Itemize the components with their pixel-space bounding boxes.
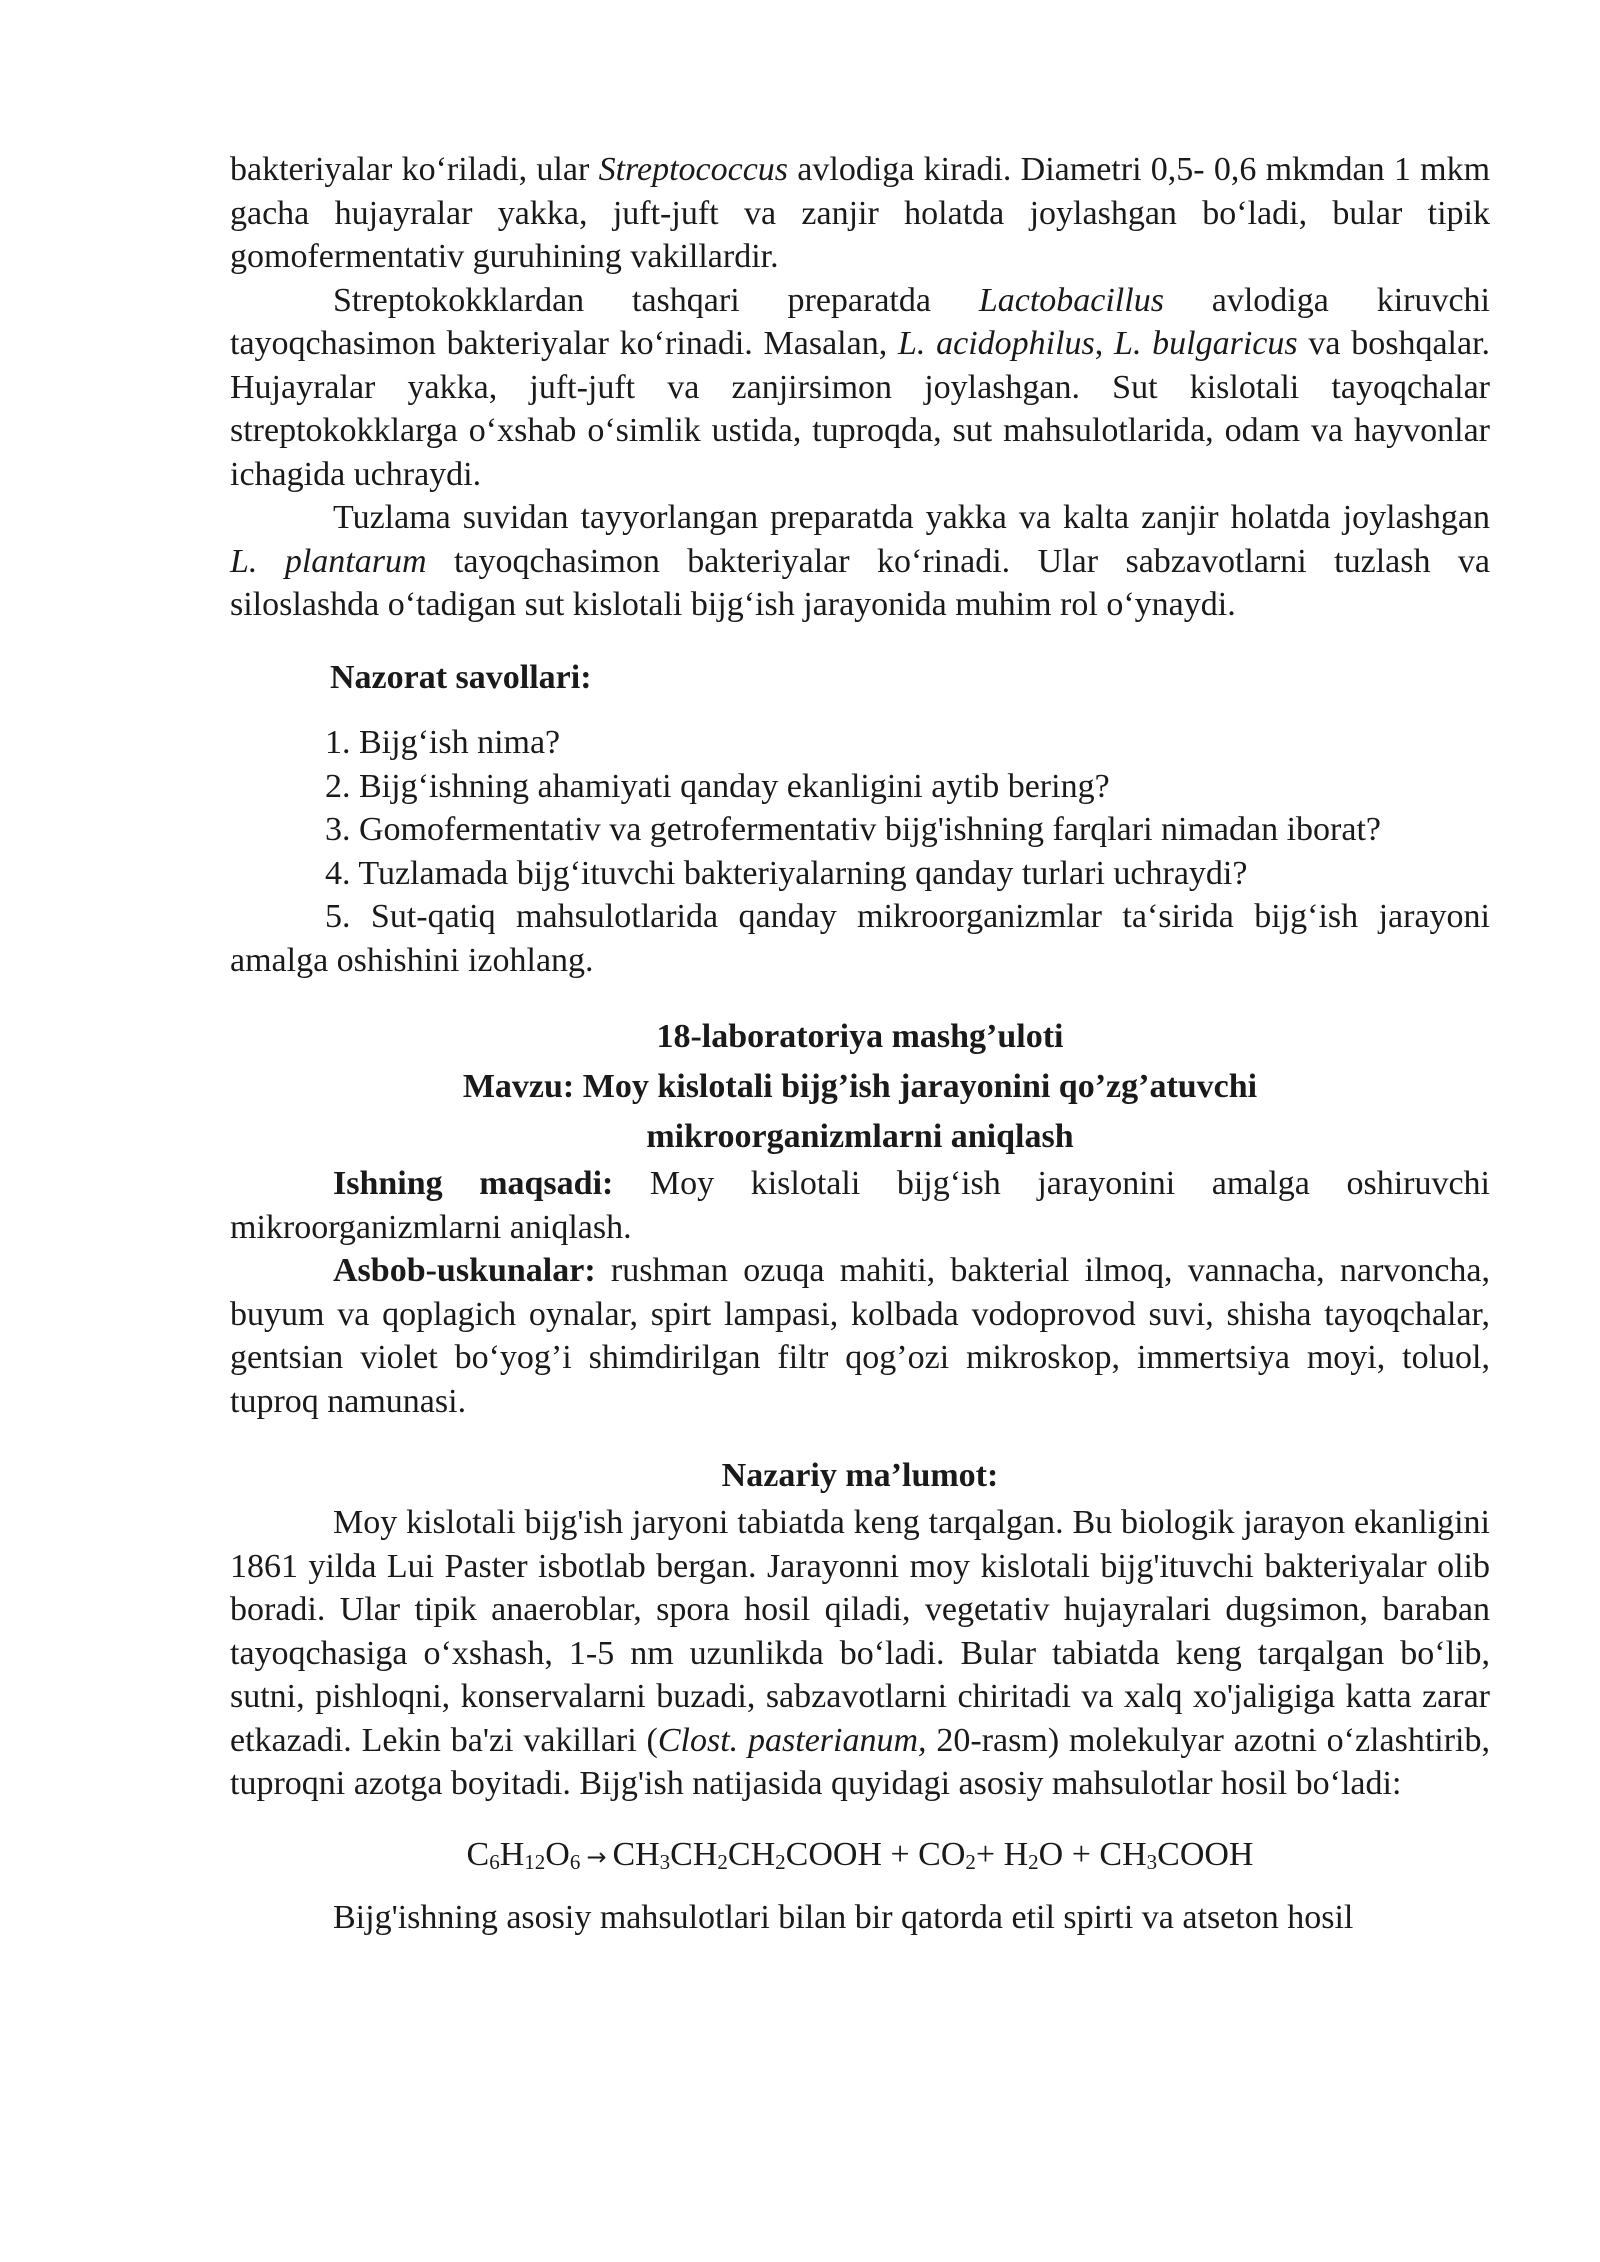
question-item: 5. Sut-qatiq mahsulotlarida qanday mikroorganizmlar taʻsirida bijgʻish jarayoni amalga oshishini izohlang. — [230, 898, 1490, 979]
text-run: Moy kislotali bijg'ish jaryoni tabiatda keng tarqalgan. Bu biologik jarayon ekanligini 1861 yilda Lui Paster isbotlab bergan. Jarayonni moy kislotali bijg'ituvchi bakteriyalar olib boradi. Ular tipik anaeroblar, spora hosil qiladi, vegetativ hujayralari dugsimon, baraban tayoqchasiga oʻxshash, 1-5 nm uzunlikda boʻladi. Bular tabiatda keng tarqalgan boʻlib, sutni, pishloqni, konservalarni buzadi, sabzavotlarni chiritadi va xalq xo'jaligiga katta zarar etkazadi. Lekin ba'zi vakillari ( — [230, 1504, 1490, 1759]
text-run: avlodiga kiruvchi tayoqchasimon bakteriyalar koʻrinadi. Masalan, — [230, 281, 1491, 362]
formula-subscript: 6 — [489, 1849, 500, 1874]
formula-subscript: 3 — [659, 1849, 671, 1874]
formula-subscript: 2 — [717, 1849, 728, 1874]
theory-heading: Nazariy ma’lumot: — [721, 1457, 999, 1494]
questions-heading: Nazorat savollari: — [330, 658, 592, 696]
text-run: avlodiga kiradi. Diametri 0,5- 0,6 mkmdan 1 mkm gacha hujayralar yakka, juft-juft va zanjir holatda joylashgan boʻladi, bular tipik gomofermentativ guruhining vakillardir. — [230, 151, 1491, 275]
purpose-paragraph — [230, 1162, 1490, 1249]
arrow-icon: → — [586, 1842, 607, 1871]
species-name: L. acidophilus — [897, 325, 1095, 362]
formula-part: + — [881, 1835, 919, 1873]
formula-part: + — [1063, 1835, 1100, 1873]
formula-part: O — [1038, 1835, 1064, 1873]
species-name: L. plantarum — [230, 542, 427, 580]
formula-part: O — [545, 1835, 570, 1873]
purpose-label: Ishning maqsadi: — [333, 1165, 614, 1202]
formula-subscript: 12 — [524, 1849, 546, 1874]
species-name: L. bulgaricus — [1114, 325, 1298, 362]
question-item: 4. Tuzlamada bijgʻituvchi bakteriyalarning qanday turlari uchraydi? — [325, 854, 1248, 892]
formula-part: CO — [918, 1835, 966, 1873]
lab-topic-line-1: Mavzu: Moy kislotali bijg’ish jarayonini qo’zg’atuvchi — [462, 1068, 1258, 1105]
last-line-paragraph: Bijg'ishning asosiy mahsulotlari bilan bir qatorda etil spirti va atseton hosil — [333, 1898, 1354, 1936]
text-run: Tuzlama suvidan tayyorlangan preparatda yakka va kalta zanjir holatda joylashgan — [333, 499, 1490, 536]
theory-paragraph — [230, 1501, 1490, 1806]
formula-subscript: 2 — [965, 1849, 976, 1874]
paragraph-streptococcus — [230, 148, 1490, 279]
formula-part: CH — [727, 1835, 776, 1873]
formula-subscript: 3 — [1146, 1849, 1158, 1874]
formula-part: CH — [670, 1835, 718, 1873]
formula-part: CH — [1099, 1835, 1147, 1873]
equipment-paragraph — [230, 1249, 1490, 1423]
formula-part: + — [975, 1835, 1004, 1873]
formula-subscript: 2 — [775, 1849, 786, 1874]
genus-name: Lactobacillus — [978, 281, 1164, 319]
text-run: , — [1094, 325, 1115, 362]
reaction-equation — [230, 1826, 1490, 1886]
question-item: 3. Gomofermentativ va getrofermentativ bijg'ishning farqlari nimadan iborat? — [325, 811, 1382, 848]
paragraph-lactobacillus — [230, 279, 1490, 497]
question-item: 2. Bijgʻishning ahamiyati qanday ekanligini aytib bering? — [325, 767, 1110, 805]
equipment-label: Asbob-uskunalar: — [333, 1252, 596, 1289]
species-name: Clost. pasterianum, — [657, 1721, 927, 1759]
text-run: Streptokokklardan tashqari preparatda — [333, 281, 979, 319]
formula-part: COOH — [785, 1835, 882, 1873]
lab-number-heading: 18-laboratoriya mashg’uloti — [656, 1018, 1064, 1055]
lab-topic-line-2: mikroorganizmlarni aniqlash — [646, 1118, 1074, 1155]
formula-part: CH — [612, 1835, 660, 1873]
formula-part: H — [1003, 1835, 1029, 1873]
text-run: va boshqalar. Hujayralar yakka, juft-juft va zanjirsimon joylashgan. Sut kislotali tayoqchalar streptokokklarga oʻxshab oʻsimlik ustida, tuproqda, sut mahsulotlarida, odam va hayvonlar ichagida uchraydi. — [230, 325, 1491, 493]
document-page — [230, 148, 1490, 1939]
formula-part: COOH — [1157, 1835, 1254, 1873]
formula-subscript: 6 — [569, 1849, 581, 1874]
questions-list — [230, 721, 1490, 982]
formula-part: C — [466, 1835, 490, 1873]
paragraph-plantarum — [230, 496, 1490, 627]
question-item: 1. Bijgʻish nima? — [325, 724, 561, 761]
formula-subscript: 2 — [1028, 1849, 1039, 1874]
text-run: bakteriyalar koʻriladi, ular — [230, 151, 599, 188]
text-run: 20-rasm) molekulyar azotni oʻzlashtirib, tuproqni azotga boyitadi. Bijg'ish natijasida quyidagi asosiy mahsulotlar hosil boʻladi: — [230, 1721, 1490, 1802]
equipment-text: rushman ozuqa mahiti, bakterial ilmoq, vannacha, narvoncha, buyum va qoplagich oynalar, spirt lampasi, kolbada vodoprovod suvi, shisha tayoqchalar, gentsian violet boʻyog’i shimdirilgan filtr qog’ozi mikroskop, immertsiya moyi, toluol, tuproq namunasi. — [230, 1252, 1490, 1420]
formula-part: H — [499, 1835, 525, 1873]
text-run: tayoqchasimon bakteriyalar koʻrinadi. Ular sabzavotlarni tuzlash va siloslashda oʻtadigan sut kislotali bijgʻish jarayonida muhim rol oʻynaydi. — [230, 542, 1490, 623]
genus-name: Streptococcus — [598, 151, 789, 188]
purpose-text: Moy kislotali bijgʻish jarayonini amalga oshiruvchi mikroorganizmlarni aniqlash. — [230, 1165, 1490, 1246]
